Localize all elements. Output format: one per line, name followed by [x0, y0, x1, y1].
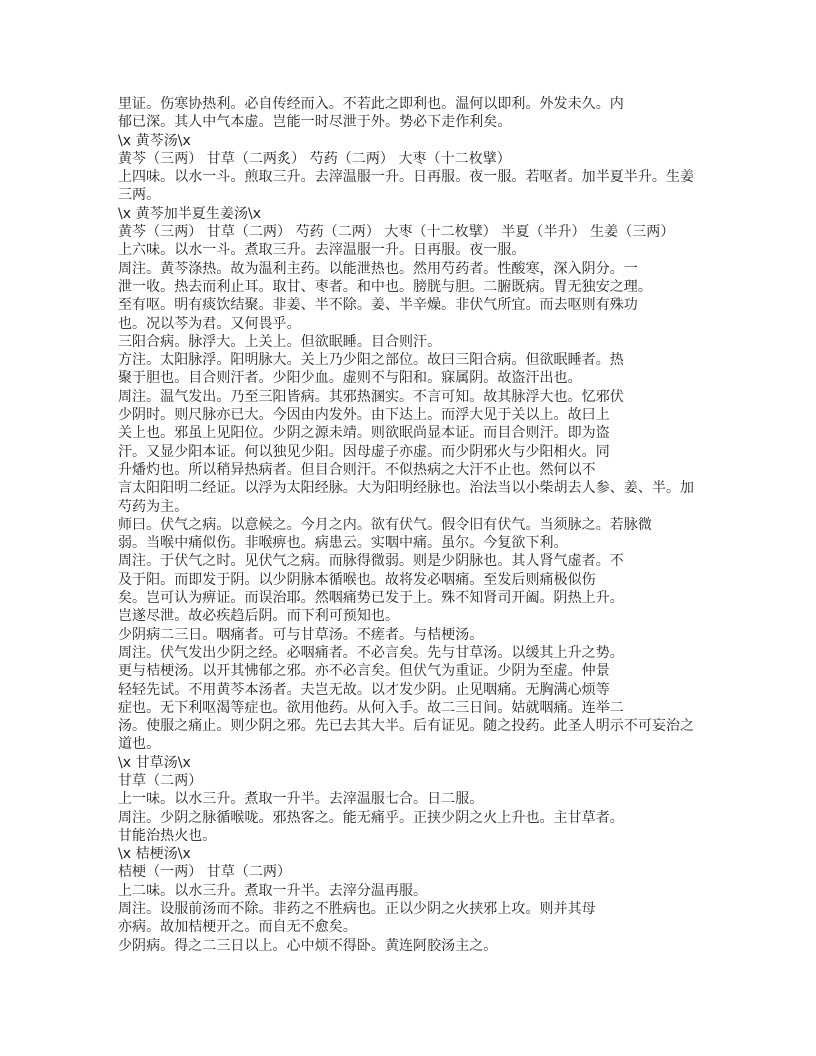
document-page: [118, 95, 738, 955]
text-line: 周注。伏气发出少阴之经。必咽痛者。不必言矣。先与甘草汤。以缓其上升之势。: [118, 644, 624, 661]
text-line: 周注。黄芩涤热。故为温利主药。以能泄热也。然用芍药者。性酸寒，深入阴分。一: [118, 260, 638, 277]
text-line: 芍药为主。: [118, 498, 189, 515]
text-line: 周注。温气发出。乃至三阳皆病。其邪热溷实。不言可知。故其脉浮大也。忆邪伏: [118, 388, 624, 405]
text-line: 岂遂尽泄。故必疾趋后阴。而下利可预知也。: [118, 608, 399, 625]
text-line: 也。况以芩为君。又何畏乎。: [118, 315, 301, 332]
text-line: 汗。又显少阳本证。何以独见少阳。因母虚子亦虚。而少阴邪火与少阳相火。同: [118, 443, 610, 460]
text-line: 三阳合病。脉浮大。上关上。但欲眠睡。目合则汗。: [118, 333, 442, 350]
text-line: 矣。岂可认为痹证。而误治耶。然咽痛势已发于上。殊不知肾司开阖。阴热上升。: [118, 590, 624, 607]
text-line: 甘能治热火也。: [118, 827, 217, 844]
text-line: 少阴时。则尺脉亦已大。今因由内发外。由下达上。而浮大见于关以上。故曰上: [118, 407, 610, 424]
text-line: 关上也。邪虽上见阳位。少阴之源未靖。则欲眠尚显本证。而目合则汗。即为盗: [118, 425, 610, 442]
text-line: 更与桔梗汤。以开其怫郁之邪。亦不必言矣。但伏气为重证。少阴为至虚。仲景: [118, 663, 610, 680]
text-line: \x 黄芩加半夏生姜汤\x: [118, 205, 262, 222]
text-line: 上一味。以水三升。煮取一升半。去滓温服七合。日二服。: [118, 791, 484, 808]
text-line: 升燔灼也。所以稍异热病者。但目合则汗。不似热病之大汗不止也。然何以不: [118, 461, 596, 478]
text-line: 轻轻先试。不用黄芩本汤者。夫岂无故。以才发少阴。止见咽痛。无胸满心烦等: [118, 681, 610, 698]
text-line: 亦病。故加桔梗开之。而自无不愈矣。: [118, 919, 357, 936]
text-line: 周注。于伏气之时。见伏气之病。而脉得微弱。则是少阴脉也。其人肾气虚者。不: [118, 553, 624, 570]
text-line: 道也。: [118, 736, 161, 753]
text-line: 黄芩（三两） 甘草（二两） 芍药（二两） 大枣（十二枚擘） 半夏（半升） 生姜（三两）: [118, 224, 675, 241]
text-line: 师曰。伏气之病。以意候之。今月之内。欲有伏气。假令旧有伏气。当须脉之。若脉微: [118, 516, 652, 533]
text-line: \x 甘草汤\x: [118, 754, 191, 771]
text-line: 言太阳阳明二经证。以浮为太阳经脉。大为阳明经脉也。治法当以小柴胡去人参、姜、半。加: [118, 480, 695, 497]
text-line: 里证。伤寒协热利。必自传经而入。不若此之即利也。温何以即利。外发未久。内: [118, 96, 624, 112]
text-line: \x 黄芩汤\x: [118, 132, 191, 149]
text-line: 方注。太阳脉浮。阳明脉大。关上乃少阳之部位。故曰三阳合病。但欲眠睡者。热: [118, 352, 624, 369]
text-line: 三两。: [118, 187, 161, 204]
text-line: 聚于胆也。目合则汗者。少阳少血。虚则不与阳和。寐属阴。故盗汗出也。: [118, 370, 582, 387]
text-line: 周注。设服前汤而不除。非药之不胜病也。正以少阴之火挟邪上攻。则并其母: [118, 901, 596, 918]
text-line: \x 桔梗汤\x: [118, 846, 191, 863]
text-line: 甘草（二两）: [118, 772, 203, 789]
text-line: 黄芩（三两） 甘草（二两炙） 芍药（二两） 大枣（十二枚擘）: [118, 150, 511, 167]
text-line: 少阴病。得之二三日以上。心中烦不得卧。黄连阿胶汤主之。: [118, 937, 498, 954]
text-line: 汤。使服之痛止。则少阴之邪。先已去其大半。后有证见。随之投药。此圣人明示不可妄治之: [118, 718, 695, 735]
text-line: 少阴病二三日。咽痛者。可与甘草汤。不瘥者。与桔梗汤。: [118, 626, 484, 643]
text-line: 症也。无下利呕渴等症也。欲用他药。从何入手。故二三日间。姑就咽痛。连举二: [118, 699, 624, 716]
text-line: 至有呕。明有痰饮结聚。非姜、半不除。姜、半辛燥。非伏气所宜。而去呕则有殊功: [118, 297, 638, 314]
text-line: 泄一收。热去而利止耳。取甘、枣者。和中也。膀胱与胆。二腑既病。胃无独安之理。: [118, 278, 652, 295]
text-line: 弱。当喉中痛似伤。非喉痹也。病患云。实咽中痛。虽尔。今复欲下利。: [118, 535, 568, 552]
text-line: 上二味。以水三升。煮取一升半。去滓分温再服。: [118, 882, 428, 899]
text-line: 及于阳。而即发于阴。以少阴脉本循喉也。故将发必咽痛。至发后则痛极似伤: [118, 571, 596, 588]
text-line: 周注。少阴之脉循喉咙。邪热客之。能无痛乎。正挟少阴之火上升也。主甘草者。: [118, 809, 624, 826]
text-line: 郁已深。其人中气本虚。岂能一时尽泄于外。势必下走作利矣。: [118, 114, 512, 131]
text-line: 上六味。以水一斗。煮取三升。去滓温服一升。日再服。夜一服。: [118, 242, 526, 259]
text-line: 桔梗（一两） 甘草（二两）: [118, 864, 292, 881]
text-line: 上四味。以水一斗。煎取三升。去滓温服一升。日再服。夜一服。若呕者。加半夏半升。生姜: [118, 169, 695, 186]
